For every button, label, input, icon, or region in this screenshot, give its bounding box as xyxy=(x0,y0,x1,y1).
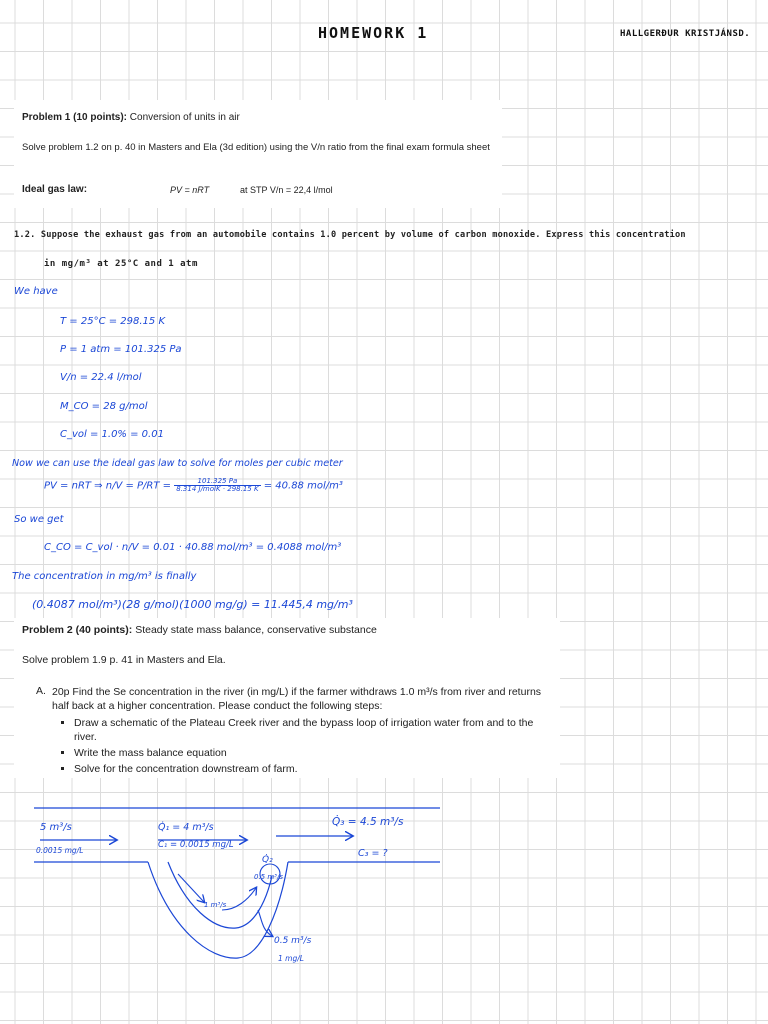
given-volume-fraction: C_vol = 1.0% = 0.01 xyxy=(60,429,164,440)
problem1-heading: Problem 1 (10 points): xyxy=(22,112,128,123)
problem2-instructions: Solve problem 1.9 p. 41 in Masters and Ela. xyxy=(22,654,226,666)
problem1-subtitle: Conversion of units in air xyxy=(129,112,240,123)
page-title: HOMEWORK 1 xyxy=(318,24,429,42)
ideal-gas-intro: Now we can use the ideal gas law to solve for moles per cubic meter xyxy=(12,458,343,469)
problem1-panel xyxy=(14,100,502,208)
withdrawal-arrow xyxy=(178,874,204,902)
loop-flow: 1 m³/s xyxy=(204,901,227,909)
step-3: ▪ Solve for the concentration downstream of farm. xyxy=(74,762,554,776)
c3-concentration: C₃ = ? xyxy=(358,848,388,859)
q1-flow: Q̇₁ = 4 m³/s xyxy=(158,822,214,833)
eq-left: PV = nRT ⇒ n/V = P/RT = xyxy=(44,480,172,492)
problem1-instructions: Solve problem 1.2 on p. 40 in Masters and Ela (3d edition) using the V/n ratio from the final exam formula sheet xyxy=(22,142,490,153)
steps-list xyxy=(14,714,554,778)
return-concentration: 1 mg/L xyxy=(278,954,304,963)
part-a-text: 20p Find the Se concentration in the river (in mg/L) if the farmer withdraws 1.0 m³/s from river and returns half back at a higher concentration. Please conduct the following steps: xyxy=(52,686,542,712)
problem2-subtitle: Steady state mass balance, conservative substance xyxy=(135,624,377,636)
problem2-heading: Problem 2 (40 points): xyxy=(22,624,133,636)
q3-flow: Q̇₃ = 4.5 m³/s xyxy=(332,816,404,828)
so-we-get-label: So we get xyxy=(14,514,64,525)
author-name: HALLGERÐUR KRISTJÁNSD. xyxy=(620,29,751,39)
statement-line-2: in mg/m³ at 25°C and 1 atm xyxy=(44,259,198,269)
problem2-panel xyxy=(14,618,560,778)
inflow-concentration: 0.0015 mg/L xyxy=(36,846,84,855)
q2-value: 0.5 m³/s xyxy=(254,873,283,881)
return-arrow-lower xyxy=(258,910,272,936)
c1-concentration: C₁ = 0.0015 mg/L xyxy=(158,840,234,850)
eq-fraction xyxy=(174,478,260,493)
inflow-rate: 5 m³/s xyxy=(40,822,72,833)
eq-result: = 40.88 mol/m³ xyxy=(263,480,343,492)
eq-numerator: 101.325 Pa xyxy=(174,478,260,486)
ideal-gas-equation xyxy=(44,478,343,493)
q2-label: Q̇₂ xyxy=(262,855,273,865)
final-equation: (0.4087 mol/m³)(28 g/mol)(1000 mg/g) = 11.445,4 mg/m³ xyxy=(32,598,353,611)
stp-note: at STP V/n = 22,4 l/mol xyxy=(240,185,333,195)
part-a-label: A. xyxy=(36,685,46,697)
step-2: ▪ Write the mass balance equation xyxy=(74,746,554,760)
final-concentration-label: The concentration in mg/m³ is finally xyxy=(12,571,197,582)
step-1: ▪ Draw a schematic of the Plateau Creek river and the bypass loop of irrigation water from and to the river. xyxy=(74,716,554,744)
given-temperature: T = 25°C = 298.15 K xyxy=(60,316,166,327)
we-have-label: We have xyxy=(14,286,58,297)
c-co-equation: C_CO = C_vol · n/V = 0.01 · 40.88 mol/m³ = 0.4088 mol/m³ xyxy=(44,542,342,553)
given-molar-volume: V/n = 22.4 l/mol xyxy=(60,372,142,383)
given-pressure: P = 1 atm = 101.325 Pa xyxy=(60,344,182,355)
given-molar-mass: M_CO = 28 g/mol xyxy=(60,401,148,412)
bypass-loop-inner xyxy=(168,862,272,928)
gas-law-equation: PV = nRT xyxy=(170,185,210,195)
return-arrow-upper xyxy=(222,888,256,910)
gas-law-label: Ideal gas law: xyxy=(22,184,88,195)
return-flow: 0.5 m³/s xyxy=(274,936,312,946)
statement-line-1: 1.2. Suppose the exhaust gas from an automobile contains 1.0 percent by volume of carbon monoxide. Express this concentration xyxy=(14,230,686,240)
eq-denominator: 8.314 J/molK · 298.15 K xyxy=(176,485,259,493)
